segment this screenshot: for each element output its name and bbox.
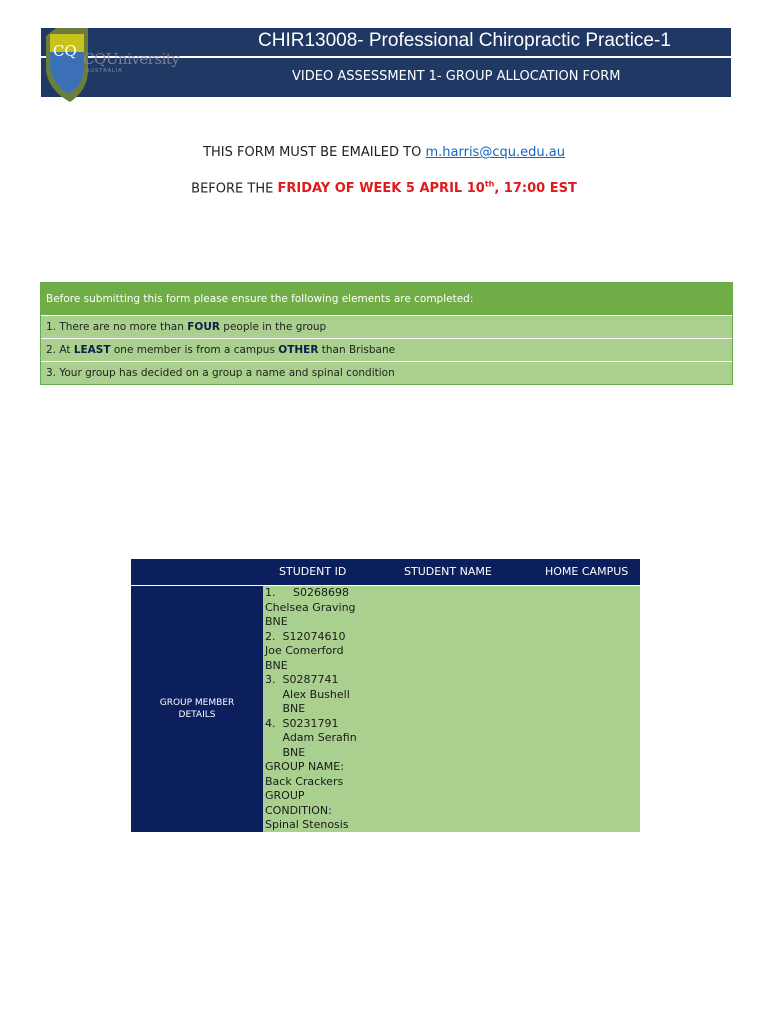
checklist-item-1	[41, 315, 732, 338]
column-header-student-name: STUDENT NAME	[404, 565, 492, 578]
checklist-item-2	[41, 338, 732, 361]
deadline-sup: th	[484, 180, 495, 189]
deadline-text	[277, 181, 576, 196]
cell-line: 4. S0231791	[265, 716, 339, 730]
checklist-item-text: 2. At	[46, 344, 74, 356]
logo-initials: CQ	[53, 42, 77, 60]
cell-line: Back Crackers	[265, 774, 344, 788]
cell-line: BNE	[265, 658, 288, 672]
email-instruction	[0, 145, 768, 160]
cell-line: GROUP	[265, 789, 305, 802]
checklist-item-emphasis: OTHER	[278, 344, 319, 356]
deadline-main: FRIDAY OF WEEK 5 APRIL 10	[277, 181, 485, 197]
checklist-item-text: people in the group	[219, 321, 327, 333]
row-label-group-member-details	[131, 586, 263, 832]
logo-subtext: AUSTRALIA	[86, 68, 123, 74]
deadline-instruction	[0, 180, 768, 196]
email-link[interactable]: m.harris@cqu.edu.au	[425, 145, 565, 160]
column-header-student-id: STUDENT ID	[279, 565, 347, 578]
table-header	[131, 559, 640, 585]
checklist-item-emphasis: LEAST	[73, 344, 111, 356]
checklist-item-text: one member is from a campus	[110, 344, 279, 356]
cell-line: BNE	[265, 615, 288, 628]
cell-line: 2. S12074610	[265, 629, 346, 643]
cell-text	[265, 586, 357, 833]
cell-line: CONDITION:	[265, 803, 332, 817]
column-header-home-campus: HOME CAMPUS	[545, 565, 629, 578]
logo-wordmark: CQUniversity	[83, 50, 180, 68]
deadline-prefix: BEFORE THE	[191, 181, 278, 197]
checklist-item-text: 1. There are no more than	[46, 321, 188, 333]
cell-line: 1. S0268698	[265, 586, 349, 599]
table-cell-student-id[interactable]	[263, 586, 640, 832]
submission-checklist	[40, 282, 733, 385]
cell-line: BNE	[265, 745, 306, 759]
cell-line: Spinal Stenosis	[265, 818, 349, 831]
cell-line: Chelsea Graving	[265, 600, 356, 614]
course-title: CHIR13008- Professional Chiropractic Practice-1	[258, 30, 671, 51]
cell-line: BNE	[265, 702, 306, 715]
checklist-item-3: 3. Your group has decided on a group a name and spinal condition	[41, 361, 732, 384]
checklist-item-emphasis: FOUR	[187, 321, 220, 333]
form-subtitle: VIDEO ASSESSMENT 1- GROUP ALLOCATION FORM	[292, 69, 621, 84]
group-allocation-table	[131, 559, 640, 832]
email-prefix: THIS FORM MUST BE EMAILED TO	[203, 145, 426, 160]
checklist-heading: Before submitting this form please ensure the following elements are completed:	[41, 283, 732, 315]
cell-line: Adam Serafin	[265, 731, 357, 744]
checklist-item-text: than Brisbane	[318, 344, 396, 356]
cell-line: Alex Bushell	[265, 687, 350, 701]
deadline-suffix: , 17:00 EST	[494, 181, 577, 197]
cell-line: GROUP NAME:	[265, 760, 344, 773]
cell-line: 3. S0287741	[265, 673, 339, 686]
row-label-text: GROUP MEMBER DETAILS	[159, 698, 235, 720]
cell-line: Joe Comerford	[265, 644, 344, 657]
